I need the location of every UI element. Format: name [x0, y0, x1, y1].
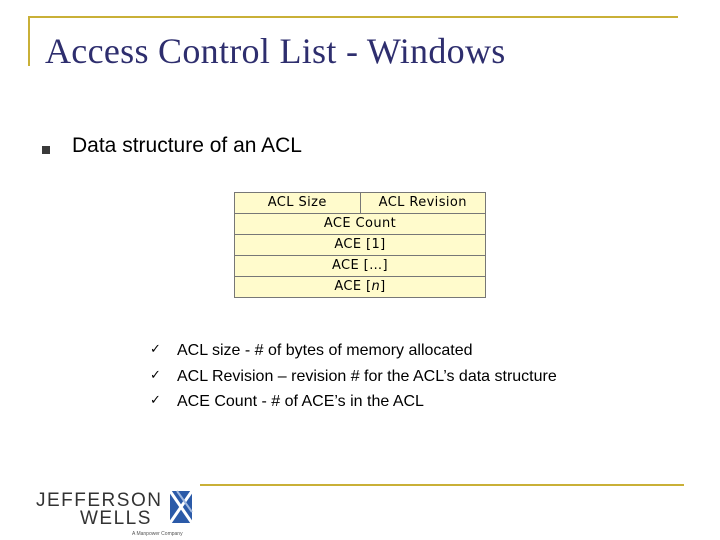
logo-tagline: A Manpower Company	[132, 531, 183, 537]
bottom-rule	[200, 484, 684, 486]
acl-structure-table	[234, 192, 486, 298]
logo-line2: WELLS	[80, 508, 152, 529]
table-row	[235, 214, 486, 235]
ace-n-cell: ACE [n]	[235, 277, 486, 298]
slide-title: Access Control List - Windows	[45, 31, 506, 71]
company-logo	[36, 490, 196, 535]
checkmark-icon: ✓	[150, 393, 161, 408]
ace-count-cell: ACE Count	[235, 214, 486, 235]
ace-ellipsis-cell: ACE […]	[235, 256, 486, 277]
logo-line1: JEFFERSON	[36, 490, 163, 511]
acl-revision-cell: ACL Revision	[360, 193, 486, 214]
checklist-text: ACL Revision – revision # for the ACL’s data structure	[177, 367, 557, 385]
checkmark-icon: ✓	[150, 367, 161, 383]
bullet-text: Data structure of an ACL	[72, 134, 302, 157]
bullet-square-icon	[42, 146, 50, 154]
table-row	[235, 256, 486, 277]
table-row	[235, 193, 486, 214]
top-rule	[28, 16, 678, 18]
acl-size-cell: ACL Size	[235, 193, 361, 214]
jefferson-wells-emblem-icon	[168, 490, 194, 526]
checklist-text: ACE Count - # of ACE’s in the ACL	[177, 393, 424, 410]
ace-1-cell: ACE [1]	[235, 235, 486, 256]
table-row	[235, 235, 486, 256]
table-row	[235, 277, 486, 298]
checklist-text: ACL size - # of bytes of memory allocated	[177, 342, 473, 359]
left-rule	[28, 16, 30, 66]
checkmark-icon: ✓	[150, 342, 161, 357]
